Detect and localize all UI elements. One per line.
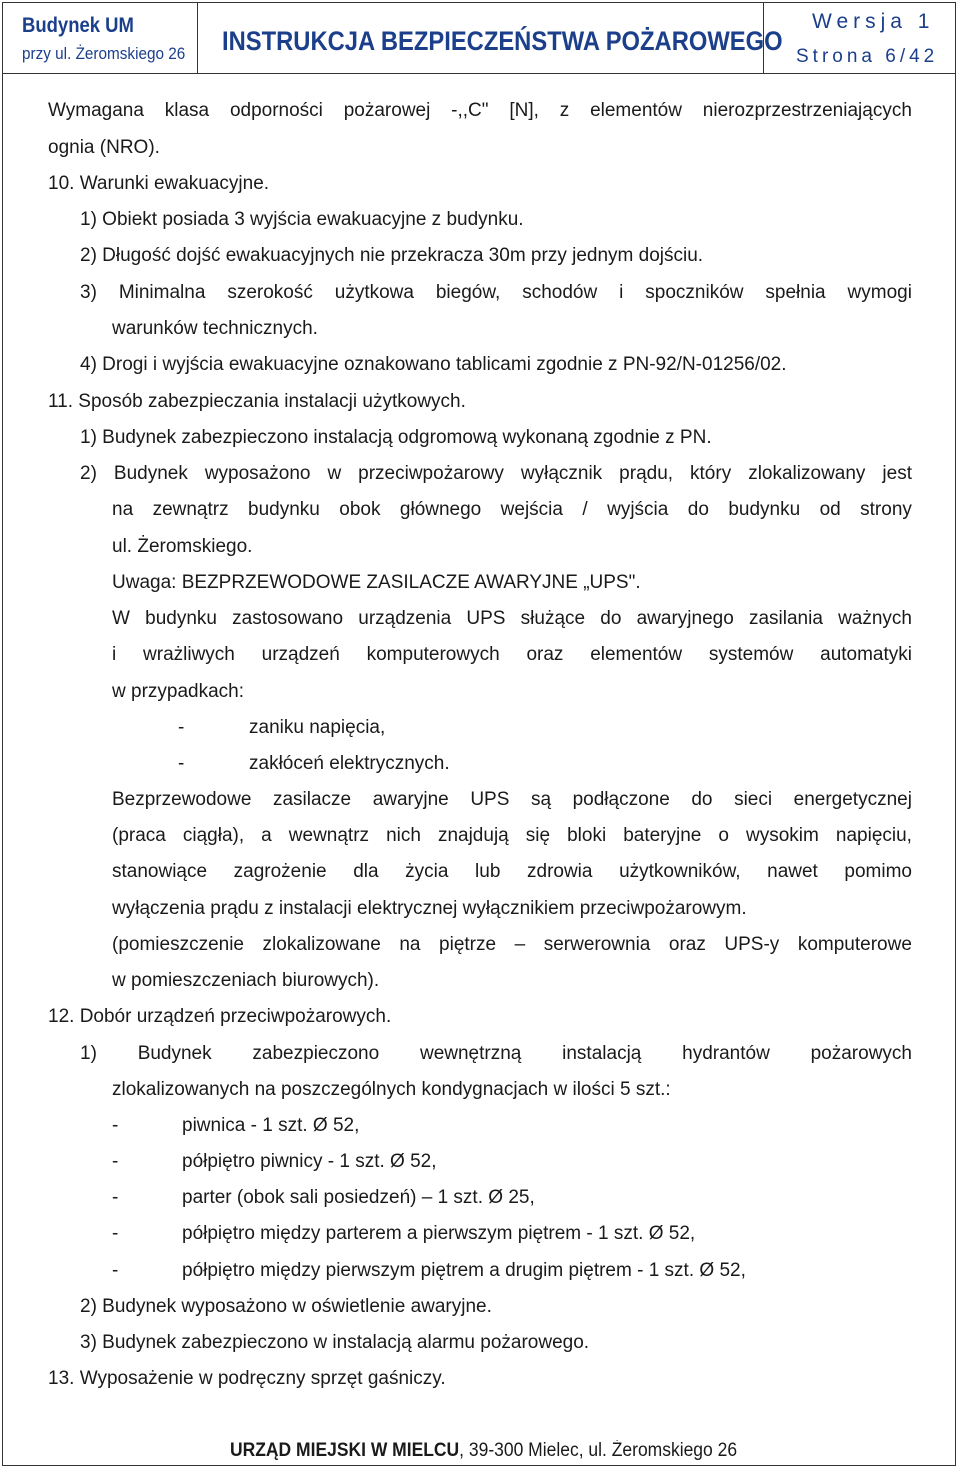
word: zagrożenie	[233, 861, 327, 882]
hydrant-item: parter (obok sali posiedzeń) – 1 szt. Ø 25,	[182, 1187, 535, 1208]
paragraph-line: zlokalizowanych na poszczególnych kondygnacjach w ilości 5 szt.:	[112, 1079, 671, 1100]
word: wyłącznik	[520, 463, 603, 484]
word: spoczników	[645, 282, 744, 303]
word: (praca	[112, 825, 166, 846]
paragraph-line: ul. Żeromskiego.	[112, 536, 253, 557]
list-item: 1) Budynek zabezpieczono instalacją odgromową wykonaną zgodnie z PN.	[80, 427, 712, 448]
hydrant-item: półpiętro piwnicy - 1 szt. Ø 52,	[182, 1151, 437, 1172]
word: zasilania	[748, 608, 823, 629]
paragraph-line-justified	[112, 860, 912, 884]
word: Budynek	[113, 463, 188, 484]
word: nawet	[767, 861, 818, 882]
word: UPS	[470, 789, 510, 810]
word: służące	[520, 608, 586, 629]
word: urządzeń	[261, 644, 340, 665]
word: życia	[405, 861, 449, 882]
paragraph-line: warunków technicznych.	[112, 318, 318, 339]
word: schodów	[522, 282, 598, 303]
word: bateryjne	[623, 825, 702, 846]
word: Budynek	[137, 1043, 212, 1064]
word: /	[582, 499, 588, 520]
word: przeciwpożarowy	[358, 463, 504, 484]
dash-bullet: -	[112, 1151, 119, 1172]
word: budynku	[145, 608, 217, 629]
dash-bullet: -	[112, 1115, 119, 1136]
word: w	[327, 463, 342, 484]
word: użytkowa	[334, 282, 414, 303]
word: dla	[353, 861, 379, 882]
word: a	[261, 825, 272, 846]
word: lub	[475, 861, 501, 882]
hydrant-item: półpiętro między parterem a pierwszym piętrem - 1 szt. Ø 52,	[182, 1223, 696, 1244]
word: wewnętrzną	[419, 1043, 522, 1064]
word: ważnych	[838, 608, 912, 629]
word: piętrze	[439, 934, 497, 955]
word: energetycznej	[793, 789, 912, 810]
word: wysokim	[746, 825, 819, 846]
word: napięciu,	[835, 825, 912, 846]
word: stanowiące	[112, 861, 208, 882]
word: instalacją	[562, 1043, 642, 1064]
word: serwerownia	[543, 934, 651, 955]
word: wejścia	[500, 499, 563, 520]
word: biegów,	[435, 282, 501, 303]
document-title: INSTRUKCJA BEZPIECZEŃSTWA POŻAROWEGO	[222, 26, 783, 56]
word: oraz	[526, 644, 564, 665]
word: obok	[339, 499, 381, 520]
word: budynku	[248, 499, 320, 520]
word: do	[687, 499, 709, 520]
word: (pomieszczenie	[112, 934, 244, 955]
word: z	[559, 100, 570, 121]
word: od	[819, 499, 841, 520]
word: podłączone	[572, 789, 670, 810]
word: spełnia	[765, 282, 826, 303]
word: jest	[882, 463, 912, 484]
list-item: 3) Budynek zabezpieczono w instalacją alarmu pożarowego.	[80, 1332, 590, 1353]
word: 3)	[80, 282, 97, 303]
paragraph-line-justified	[48, 99, 912, 123]
word: sieci	[734, 789, 773, 810]
dash-bullet: -	[178, 717, 185, 738]
word: -,,C"	[451, 100, 489, 121]
paragraph-line-justified	[112, 643, 912, 667]
word: o	[718, 825, 729, 846]
word: zdrowia	[527, 861, 593, 882]
word: odporności	[229, 100, 323, 121]
bullet-text: zakłóceń elektrycznych.	[249, 753, 450, 774]
word: UPS	[466, 608, 506, 629]
word: wymogi	[847, 282, 912, 303]
word: pożarowych	[810, 1043, 912, 1064]
word: prądu,	[619, 463, 674, 484]
paragraph-line-justified	[112, 824, 912, 848]
page-number: Strona 6/42	[796, 46, 939, 67]
word: ciągła),	[182, 825, 245, 846]
document-footer	[230, 1440, 737, 1462]
word: do	[600, 608, 622, 629]
word: na	[112, 499, 134, 520]
footer-office: URZĄD MIEJSKI W MIELCU	[230, 1440, 460, 1461]
building-address: przy ul. Żeromskiego 26	[22, 44, 186, 63]
section-heading: 12. Dobór urządzeń przeciwpożarowych.	[48, 1006, 392, 1027]
word: elementów	[590, 644, 683, 665]
list-item-justified	[80, 281, 912, 305]
paragraph-line: w pomieszczeniach biurowych).	[112, 970, 380, 991]
word: pomimo	[844, 861, 912, 882]
section-heading: 10. Warunki ewakuacyjne.	[48, 173, 270, 194]
word: do	[691, 789, 713, 810]
word: Wymagana	[48, 100, 144, 121]
word: wyjścia	[607, 499, 669, 520]
word: zlokalizowane	[262, 934, 381, 955]
word: klasa	[164, 100, 210, 121]
word: W	[112, 608, 130, 629]
hydrant-item: piwnica - 1 szt. Ø 52,	[182, 1115, 360, 1136]
hydrant-item: półpiętro między pierwszym piętrem a drugim piętrem - 1 szt. Ø 52,	[182, 1260, 746, 1281]
paragraph-line-justified	[112, 933, 912, 957]
paragraph-line-justified	[112, 607, 912, 631]
word: urządzenia	[358, 608, 452, 629]
word: są	[530, 789, 552, 810]
word: głównego	[399, 499, 482, 520]
paragraph-line: ognia (NRO).	[48, 137, 160, 158]
dash-bullet: -	[112, 1260, 119, 1281]
word: [N],	[509, 100, 539, 121]
word: znajdują	[437, 825, 509, 846]
list-item-justified	[80, 1042, 912, 1066]
word: budynku	[728, 499, 801, 520]
word: zastosowano	[232, 608, 344, 629]
dash-bullet: -	[112, 1187, 119, 1208]
word: i	[619, 282, 624, 303]
word: zasilacze	[272, 789, 352, 810]
list-item: 2) Długość dojść ewakuacyjnych nie przekracza 30m przy jednym dojściu.	[80, 245, 704, 266]
building-name: Budynek UM	[22, 14, 134, 37]
paragraph-line-justified	[112, 498, 912, 522]
word: UPS-y	[724, 934, 780, 955]
word: komputerowe	[797, 934, 912, 955]
version-label: Wersja 1	[812, 10, 935, 33]
dash-bullet: -	[178, 753, 185, 774]
paragraph-line: wyłączenia prądu z instalacji elektrycznej wyłącznikiem przeciwpożarowym.	[112, 898, 747, 919]
paragraph-line-justified	[112, 788, 912, 812]
section-heading: 11. Sposób zabezpieczania instalacji użytkowych.	[48, 391, 466, 412]
footer-address: , 39-300 Mielec, ul. Żeromskiego 26	[459, 1440, 738, 1461]
word: awaryjne	[372, 789, 449, 810]
word: –	[514, 934, 526, 955]
word: hydrantów	[682, 1043, 770, 1064]
word: oraz	[668, 934, 706, 955]
word: automatyki	[820, 644, 912, 665]
list-item: 1) Obiekt posiada 3 wyjścia ewakuacyjne z budynku.	[80, 209, 524, 230]
word: nierozprzestrzeniających	[702, 100, 912, 121]
word: pożarowej	[343, 100, 431, 121]
word: elementów	[590, 100, 682, 121]
word: Minimalna	[118, 282, 206, 303]
paragraph-line: w przypadkach:	[112, 681, 245, 702]
word: systemów	[708, 644, 794, 665]
word: bloki	[567, 825, 607, 846]
word: użytkowników,	[619, 861, 741, 882]
bullet-text: zaniku napięcia,	[249, 717, 386, 738]
word: wewnątrz	[288, 825, 370, 846]
word: który	[690, 463, 732, 484]
list-item: 4) Drogi i wyjścia ewakuacyjne oznakowano tablicami zgodnie z PN-92/N-01256/02.	[80, 354, 787, 375]
dash-bullet: -	[112, 1223, 119, 1244]
word: awaryjnego	[636, 608, 734, 629]
word: szerokość	[227, 282, 313, 303]
section-heading: 13. Wyposażenie w podręczny sprzęt gaśniczy.	[48, 1368, 446, 1389]
word: wrażliwych	[143, 644, 235, 665]
notice-line: Uwaga: BEZPRZEWODOWE ZASILACZE AWARYJNE „UPS".	[112, 572, 641, 593]
word: zewnątrz	[152, 499, 229, 520]
list-item-justified	[80, 462, 912, 486]
word: wyposażono	[204, 463, 311, 484]
word: komputerowych	[366, 644, 500, 665]
word: zabezpieczono	[252, 1043, 380, 1064]
word: 1)	[80, 1043, 97, 1064]
word: strony	[860, 499, 912, 520]
word: i	[112, 644, 117, 665]
word: zlokalizowany	[748, 463, 866, 484]
word: się	[525, 825, 551, 846]
word: na	[399, 934, 421, 955]
word: nich	[386, 825, 421, 846]
list-item: 2) Budynek wyposażono w oświetlenie awaryjne.	[80, 1296, 492, 1317]
word: Bezprzewodowe	[112, 789, 252, 810]
word: 2)	[80, 463, 97, 484]
